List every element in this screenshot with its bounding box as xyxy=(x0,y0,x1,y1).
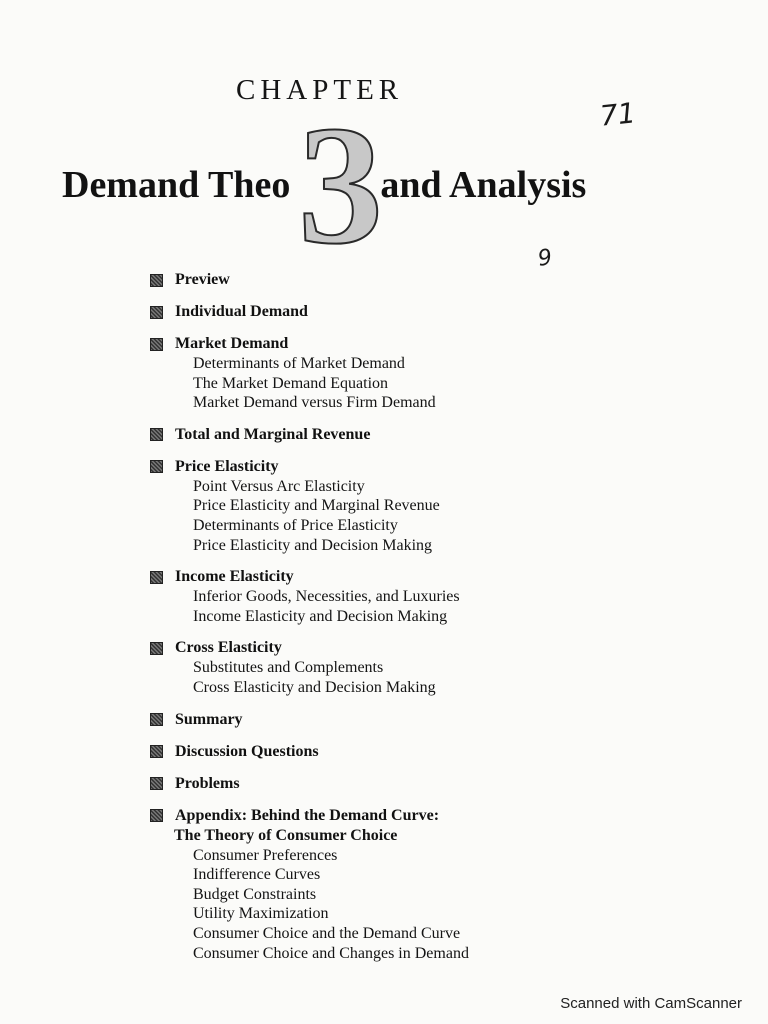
outline-subitem: Budget Constraints xyxy=(193,885,317,903)
handwritten-note-top: 71 xyxy=(598,96,638,133)
outline-subitem: Cross Elasticity and Decision Making xyxy=(193,678,436,696)
square-bullet-icon xyxy=(150,642,163,655)
square-bullet-icon xyxy=(150,274,163,287)
outline-subitem: Indifference Curves xyxy=(193,866,321,884)
outline-subitem: Determinants of Price Elasticity xyxy=(193,516,398,534)
outline-subitem: Market Demand versus Firm Demand xyxy=(193,394,436,412)
outline-heading-text: Income Elasticity xyxy=(175,568,294,586)
outline-subitem: Consumer Choice and Changes in Demand xyxy=(193,944,469,962)
outline-subitem: Determinants of Market Demand xyxy=(193,355,405,372)
outline-heading xyxy=(150,270,670,290)
square-bullet-icon xyxy=(150,306,163,319)
square-bullet-icon xyxy=(150,809,163,822)
outline-subitem: Income Elasticity and Decision Making xyxy=(193,607,448,625)
outline-heading-text: Cross Elasticity xyxy=(175,639,282,657)
outline-heading-text: Preview xyxy=(175,271,230,288)
outline-heading xyxy=(150,457,670,477)
outline-section xyxy=(150,302,670,322)
outline-subitem: Price Elasticity and Marginal Revenue xyxy=(193,497,440,515)
outline-heading-text: Appendix: Behind the Demand Curve: xyxy=(175,806,440,824)
outline-section xyxy=(150,774,670,794)
outline-heading-text: Problems xyxy=(175,774,240,792)
square-bullet-icon xyxy=(150,745,163,758)
square-bullet-icon xyxy=(150,777,163,790)
chapter-outline xyxy=(150,270,670,963)
outline-heading xyxy=(150,302,670,322)
outline-heading xyxy=(150,806,670,826)
outline-heading xyxy=(150,425,670,445)
outline-heading xyxy=(150,710,670,730)
outline-section xyxy=(150,457,670,555)
outline-heading-continuation: The Theory of Consumer Choice xyxy=(174,826,398,844)
chapter-number: 3 xyxy=(298,91,383,279)
handwritten-note-side: 9 xyxy=(536,245,554,272)
outline-heading xyxy=(150,638,670,658)
outline-heading-text: Price Elasticity xyxy=(175,457,279,475)
outline-heading xyxy=(150,567,670,587)
square-bullet-icon xyxy=(150,713,163,726)
outline-section xyxy=(150,425,670,445)
outline-heading xyxy=(150,774,670,794)
outline-section xyxy=(150,334,670,413)
square-bullet-icon xyxy=(150,460,163,473)
outline-section xyxy=(150,270,670,290)
outline-subitem: Price Elasticity and Decision Making xyxy=(193,536,433,554)
outline-subitem: Point Versus Arc Elasticity xyxy=(193,477,365,495)
outline-subitem: The Market Demand Equation xyxy=(193,374,389,392)
outline-heading xyxy=(150,334,670,354)
outline-heading-text: Total and Marginal Revenue xyxy=(175,425,371,443)
square-bullet-icon xyxy=(150,338,163,351)
outline-subitem: Consumer Choice and the Demand Curve xyxy=(193,924,461,942)
outline-subitem: Inferior Goods, Necessities, and Luxuries xyxy=(193,588,460,606)
outline-heading xyxy=(150,742,670,762)
square-bullet-icon xyxy=(150,571,163,584)
chapter-title xyxy=(62,163,586,207)
outline-section xyxy=(150,710,670,730)
scanner-watermark: Scanned with CamScanner xyxy=(560,995,742,1012)
outline-heading-text: Summary xyxy=(175,710,243,728)
outline-section xyxy=(150,638,670,697)
chapter-label: CHAPTER xyxy=(236,74,404,106)
outline-subitem: Utility Maximization xyxy=(193,905,329,923)
outline-section xyxy=(150,567,670,626)
outline-section xyxy=(150,806,670,964)
outline-subitem: Consumer Preferences xyxy=(193,846,338,864)
chapter-title-right: and Analysis xyxy=(380,164,587,206)
outline-section xyxy=(150,742,670,762)
outline-subitem: Substitutes and Complements xyxy=(193,659,384,677)
outline-heading-text: Discussion Questions xyxy=(175,742,319,760)
outline-heading-text: Market Demand xyxy=(175,335,289,352)
chapter-title-left: Demand Theo xyxy=(62,164,291,206)
square-bullet-icon xyxy=(150,428,163,441)
outline-heading-text: Individual Demand xyxy=(175,303,308,320)
